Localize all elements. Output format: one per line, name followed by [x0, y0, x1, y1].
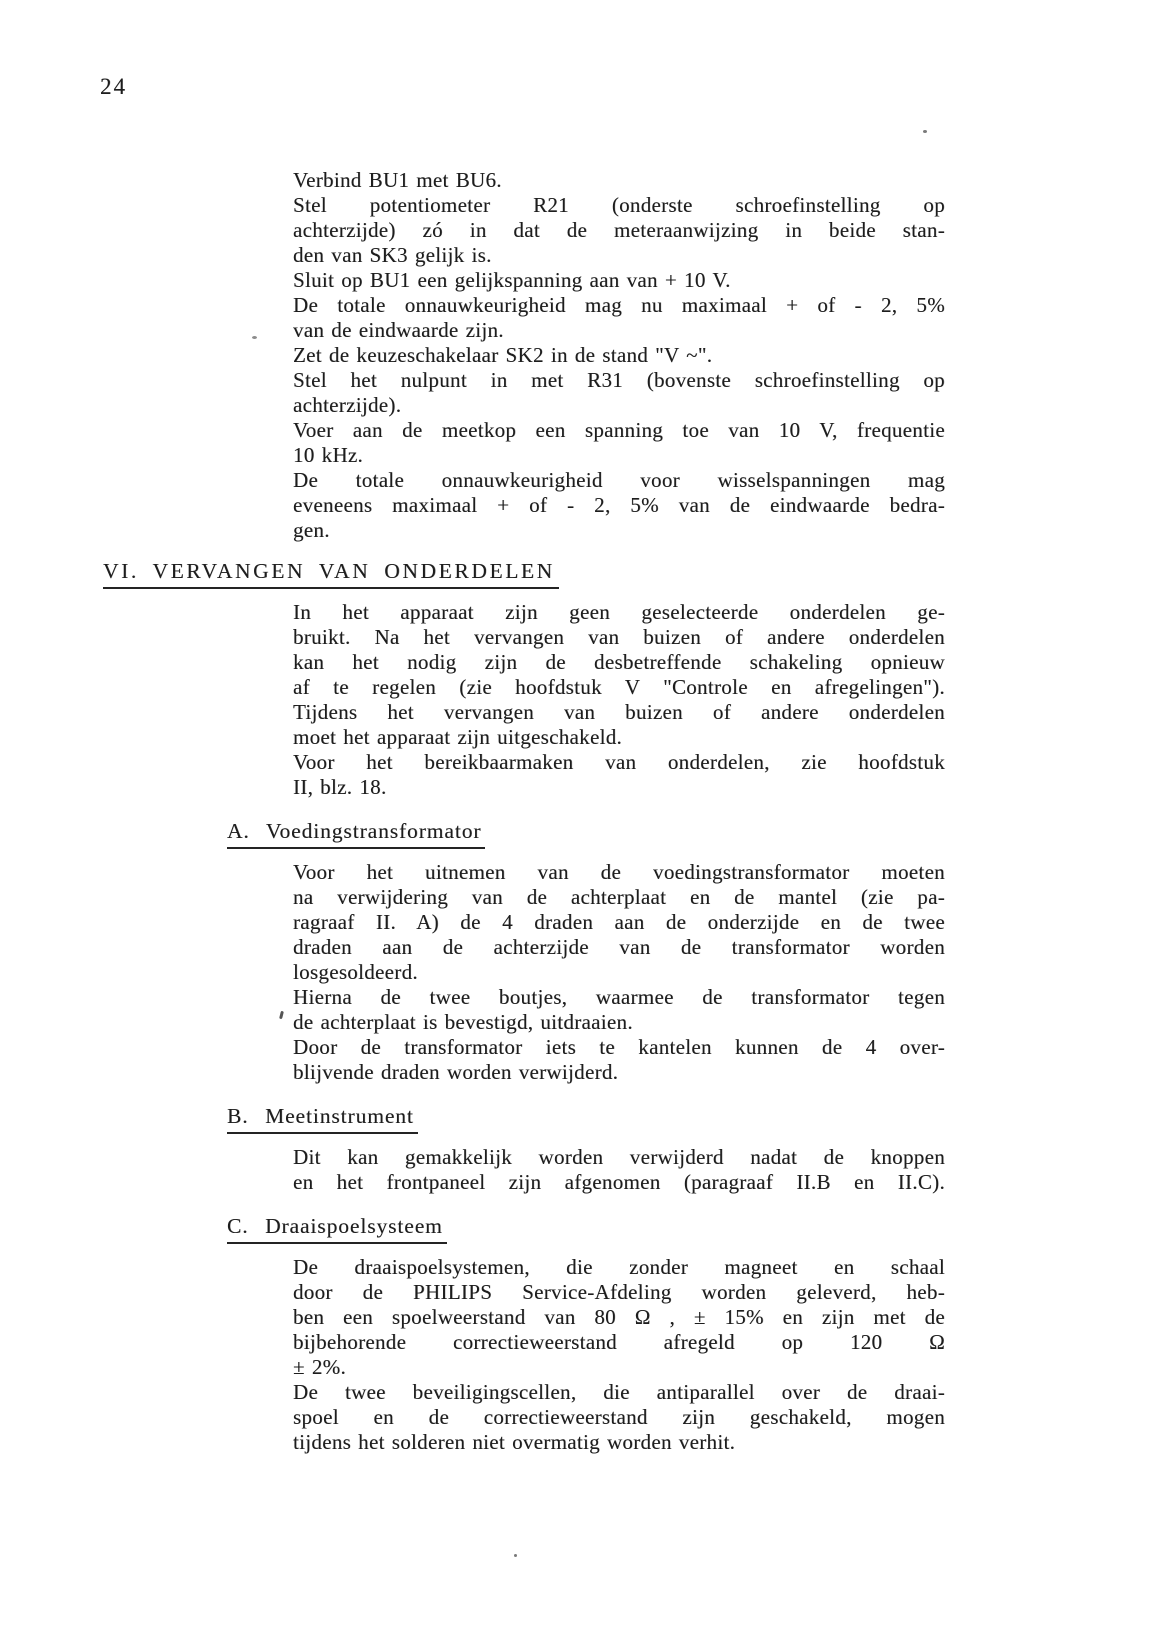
text-line: ben een spoelweerstand van 80 Ω , ± 15% en zijn met de: [293, 1305, 945, 1329]
paragraph-subsection-c: [293, 1255, 945, 1455]
section-heading-vi-text: VI. VERVANGEN VAN ONDERDELEN: [103, 559, 559, 589]
text-line: na verwijdering van de achterplaat en de mantel (zie pa-: [293, 885, 945, 909]
text-line: Stel het nulpunt in met R31 (bovenste schroefinstelling op: [293, 368, 945, 392]
text-line: Zet de keuzeschakelaar SK2 in de stand "V ~".: [293, 343, 713, 367]
subsection-heading-c: [227, 1214, 1172, 1244]
text-line: II, blz. 18.: [293, 775, 387, 799]
page-number: 24: [100, 74, 127, 99]
text-line: De totale onnauwkeurigheid mag nu maximaal + of - 2, 5%: [293, 293, 945, 317]
subsection-heading-b-text: B. Meetinstrument: [227, 1104, 418, 1134]
text-line: Tijdens het vervangen van buizen of andere onderdelen: [293, 700, 945, 724]
subsection-heading-b: [227, 1104, 1172, 1134]
text-line: de achterplaat is bevestigd, uitdraaien.: [293, 1010, 633, 1034]
text-line: Voor het uitnemen van de voedingstransformator moeten: [293, 860, 945, 884]
scan-speck: [252, 336, 257, 339]
text-line: den van SK3 gelijk is.: [293, 243, 492, 267]
text-line: achterzijde) zó in dat de meteraanwijzing in beide stan-: [293, 218, 945, 242]
text-line: spoel en de correctieweerstand zijn geschakeld, mogen: [293, 1405, 945, 1429]
text-line: Voer aan de meetkop een spanning toe van 10 V, frequentie: [293, 418, 945, 442]
text-line: moet het apparaat zijn uitgeschakeld.: [293, 725, 623, 749]
text-line: bruikt. Na het vervangen van buizen of andere onderdelen: [293, 625, 945, 649]
text-line: 10 kHz.: [293, 443, 364, 467]
text-line: De twee beveiligingscellen, die antiparallel over de draai-: [293, 1380, 945, 1404]
text-line: Hierna de twee boutjes, waarmee de transformator tegen: [293, 985, 945, 1009]
page-content: [0, 168, 1172, 1455]
text-line: bijbehorende correctieweerstand afregeld op 120 Ω: [293, 1330, 945, 1354]
paragraph-calibration: [293, 168, 945, 543]
text-line: kan het nodig zijn de desbetreffende schakeling opnieuw: [293, 650, 945, 674]
text-line: ragraaf II. A) de 4 draden aan de onderzijde en de twee: [293, 910, 945, 934]
text-line: en het frontpaneel zijn afgenomen (paragraaf II.B en II.C).: [293, 1170, 945, 1194]
text-line: Sluit op BU1 een gelijkspanning aan van + 10 V.: [293, 268, 731, 292]
scan-speck: [923, 130, 927, 133]
paragraph-section-vi: [293, 600, 945, 800]
paragraph-subsection-a: [293, 860, 945, 1085]
text-line: ± 2%.: [293, 1355, 347, 1379]
text-line: blijvende draden worden verwijderd.: [293, 1060, 619, 1084]
subsection-heading-a-text: A. Voedingstransformator: [227, 819, 485, 849]
section-heading-vi: [103, 559, 1172, 589]
text-line: In het apparaat zijn geen geselecteerde onderdelen ge-: [293, 600, 945, 624]
text-line: Door de transformator iets te kantelen kunnen de 4 over-: [293, 1035, 945, 1059]
text-line: draden aan de achterzijde van de transformator worden: [293, 935, 945, 959]
text-line: Verbind BU1 met BU6.: [293, 168, 502, 192]
text-line: Dit kan gemakkelijk worden verwijderd nadat de knoppen: [293, 1145, 945, 1169]
text-line: De totale onnauwkeurigheid voor wisselspanningen mag: [293, 468, 945, 492]
subsection-heading-a: [227, 819, 1172, 849]
text-line: losgesoldeerd.: [293, 960, 418, 984]
text-line: gen.: [293, 518, 330, 542]
scan-speck: [514, 1554, 517, 1557]
text-line: van de eindwaarde zijn.: [293, 318, 504, 342]
text-line: De draaispoelsystemen, die zonder magneet en schaal: [293, 1255, 945, 1279]
text-line: af te regelen (zie hoofdstuk V "Controle en afregelingen").: [293, 675, 945, 699]
paragraph-subsection-b: [293, 1145, 945, 1195]
text-line: tijdens het solderen niet overmatig worden verhit.: [293, 1430, 736, 1454]
text-line: eveneens maximaal + of - 2, 5% van de eindwaarde bedra-: [293, 493, 945, 517]
text-line: door de PHILIPS Service-Afdeling worden geleverd, heb-: [293, 1280, 945, 1304]
text-line: Voor het bereikbaarmaken van onderdelen, zie hoofdstuk: [293, 750, 945, 774]
text-line: Stel potentiometer R21 (onderste schroefinstelling op: [293, 193, 945, 217]
text-line: achterzijde).: [293, 393, 402, 417]
subsection-heading-c-text: C. Draaispoelsysteem: [227, 1214, 447, 1244]
